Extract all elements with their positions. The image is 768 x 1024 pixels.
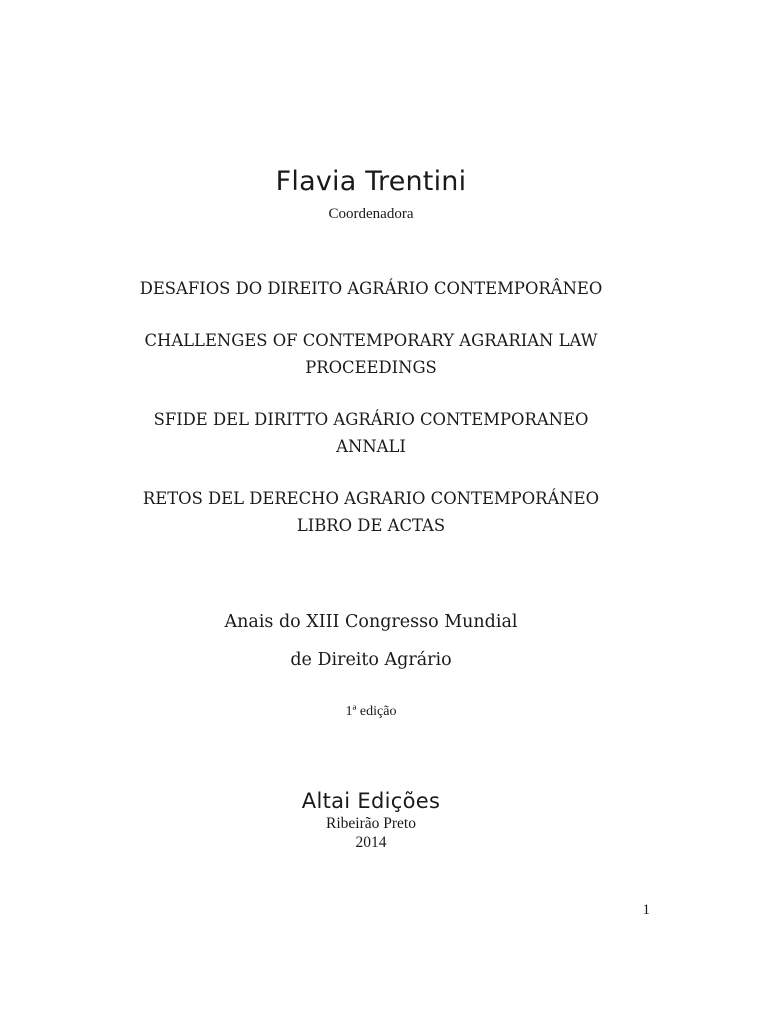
title-subline: PROCEEDINGS: [305, 358, 437, 377]
title-italian: [0, 406, 742, 460]
publisher-name: Altai Edições: [301, 789, 441, 813]
title-line: DESAFIOS DO DIREITO AGRÁRIO CONTEMPORÂNEO: [139, 279, 603, 298]
event-name-line2: de Direito Agrário: [290, 650, 452, 670]
title-english: [0, 327, 742, 381]
title-line: CHALLENGES OF CONTEMPORARY AGRARIAN LAW: [144, 331, 598, 350]
author-role: Coordenadora: [328, 206, 414, 222]
publication-year: 2014: [355, 834, 387, 851]
page-number: 1: [642, 902, 650, 918]
title-subline: LIBRO DE ACTAS: [296, 516, 446, 535]
author-name: Flavia Trentini: [275, 166, 467, 197]
title-line: RETOS DEL DERECHO AGRARIO CONTEMPORÁNEO: [142, 489, 600, 508]
event-name-line1: Anais do XIII Congresso Mundial: [224, 612, 518, 632]
title-line: SFIDE DEL DIRITTO AGRÁRIO CONTEMPORANEO: [153, 410, 589, 429]
title-subline: ANNALI: [336, 437, 406, 456]
publisher-city: Ribeirão Preto: [326, 815, 416, 832]
title-portuguese: [0, 275, 742, 302]
title-spanish: [0, 485, 742, 539]
edition-label: 1ª edição: [345, 704, 397, 719]
